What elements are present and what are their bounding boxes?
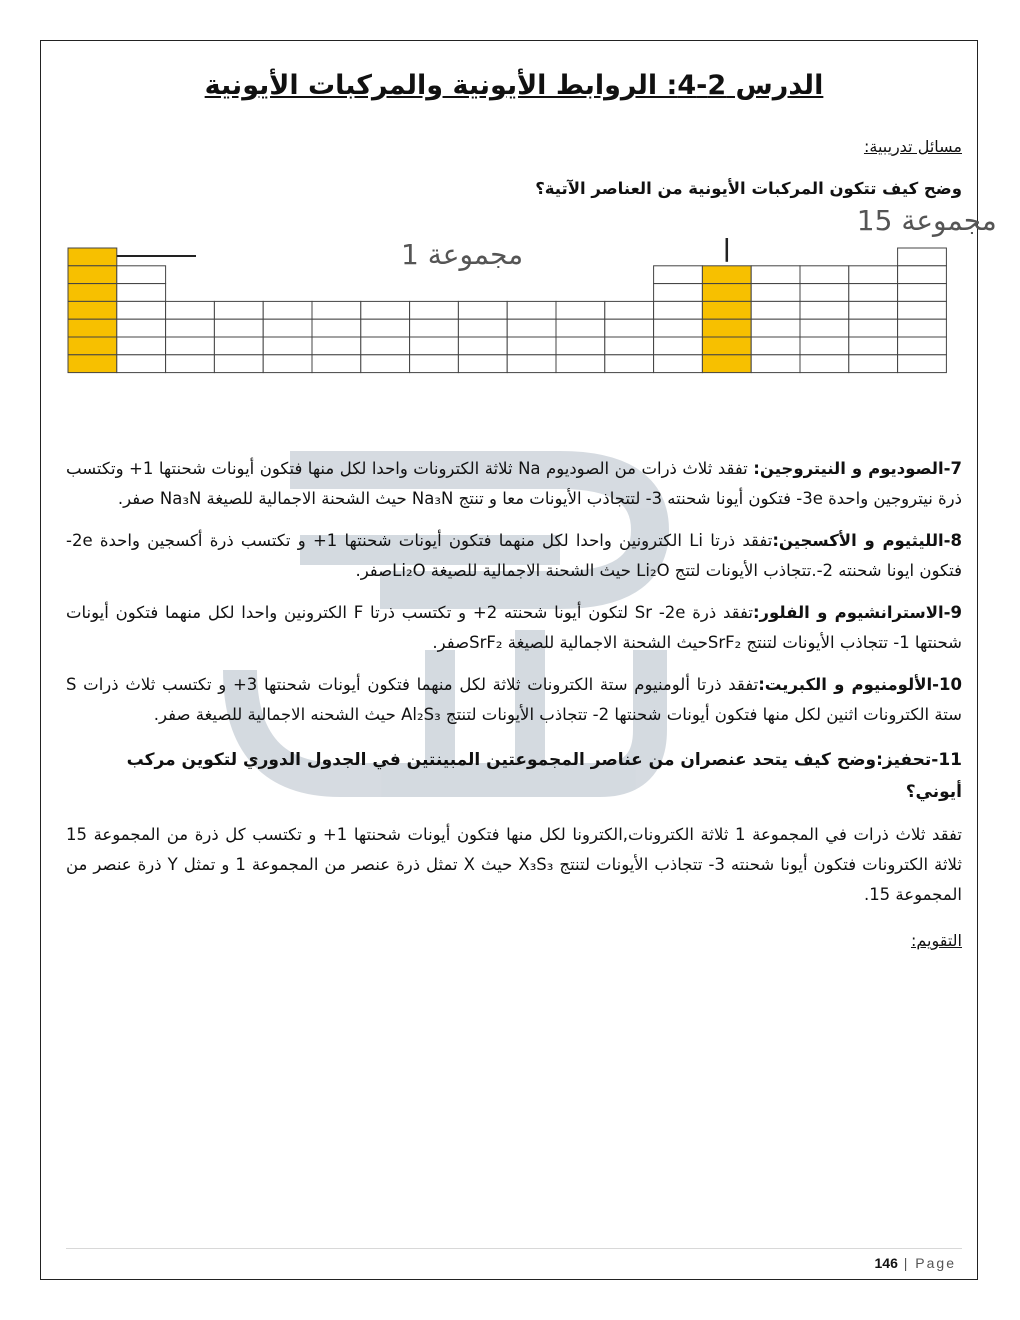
table-cell bbox=[166, 319, 215, 337]
table-cell bbox=[117, 355, 166, 373]
table-cell bbox=[263, 337, 312, 355]
table-cell bbox=[361, 301, 410, 319]
table-cell bbox=[312, 319, 361, 337]
table-cell bbox=[410, 355, 459, 373]
table-cell bbox=[556, 355, 605, 373]
group1-cell bbox=[68, 355, 117, 373]
practice-item bbox=[66, 526, 962, 586]
evaluation-label: التقويم: bbox=[911, 931, 962, 950]
table-cell bbox=[410, 301, 459, 319]
table-cell bbox=[263, 319, 312, 337]
section-label: مسائل تدريبية: bbox=[863, 137, 962, 156]
group1-label: مجموعة 1 bbox=[401, 238, 524, 271]
practice-items bbox=[66, 454, 962, 730]
practice-item bbox=[66, 670, 962, 730]
question-11: 11-تحفيز:وضح كيف يتحد عنصران من عناصر المجموعتين المبينتين في الجدول الدوري لتكوين مركب أيوني؟ bbox=[126, 750, 962, 802]
practice-item-text: تفقد ثلاث ذرات من الصوديوم Na ثلاثة الكترونات واحدا لكل منها فتكون أيونات شحنتها 1+ وتكتسب ذرة نيتروجين واحدة 3e- فتكون أيونا شحنته 3- لتتجاذب الأيونات معا و تنتج Na₃N حيث الشحنة الاجمالية للصيغة Na₃N صفر. bbox=[66, 459, 962, 508]
group15-cell bbox=[702, 355, 751, 373]
practice-item-title: 7-الصوديوم و النيتروجين: bbox=[753, 459, 962, 478]
table-cell bbox=[751, 301, 800, 319]
group15-cell bbox=[702, 284, 751, 302]
table-cell bbox=[849, 266, 898, 284]
table-cell bbox=[751, 319, 800, 337]
group15-cell bbox=[702, 319, 751, 337]
table-cell bbox=[849, 337, 898, 355]
group15-cell bbox=[702, 266, 751, 284]
table-cell bbox=[312, 337, 361, 355]
table-cell bbox=[117, 319, 166, 337]
practice-item-text: تفقد ذرتا Li الكترونين واحدا لكل منهما فتكون أيونات شحنتها 1+ و تكتسب ذرة أكسجين واحدة 2e- فتكون ايونا شحنته 2-.تتجاذب الأيونات لتتج Li₂O حيث الشحنة الاجمالية للصيغة Li₂Oصفر. bbox=[66, 531, 962, 580]
table-cell bbox=[654, 284, 703, 302]
practice-item-title: 9-الاسترانشيوم و الفلور: bbox=[752, 603, 962, 622]
table-cell bbox=[751, 284, 800, 302]
table-cell bbox=[605, 319, 654, 337]
table-cell bbox=[214, 301, 263, 319]
table-cell bbox=[751, 266, 800, 284]
periodic-table-figure bbox=[66, 204, 997, 442]
table-cell bbox=[605, 355, 654, 373]
table-cell bbox=[898, 337, 947, 355]
table-cell bbox=[800, 355, 849, 373]
table-cell bbox=[898, 301, 947, 319]
page-content bbox=[66, 54, 997, 954]
table-cell bbox=[263, 301, 312, 319]
table-cell bbox=[458, 337, 507, 355]
page-number-value: 146 bbox=[874, 1255, 898, 1271]
page-number bbox=[875, 1255, 956, 1271]
table-cell bbox=[117, 337, 166, 355]
practice-item-text: تفقد ذرتا ألومنيوم ستة الكترونات ثلاثة لكل منهما فتكون أيونات شحنتها 3+ و تكتسب ثلاث ذرات S ستة الكترونات اثنين لكل منها فتكون أيونات شحنتها 2- تتجاذب الأيونات لتنتج Al₂S₃ حيث الشحنه الاجمالية للصيغة صفر. bbox=[66, 675, 962, 724]
table-cell bbox=[507, 319, 556, 337]
table-cell bbox=[312, 301, 361, 319]
practice-item-title: 8-الليثيوم و الأكسجين: bbox=[772, 531, 963, 550]
table-cell bbox=[898, 284, 947, 302]
table-cell bbox=[361, 319, 410, 337]
group1-cell bbox=[68, 266, 117, 284]
practice-item bbox=[66, 454, 962, 514]
table-cell bbox=[117, 301, 166, 319]
practice-item bbox=[66, 598, 962, 658]
table-cell bbox=[654, 266, 703, 284]
group1-cell bbox=[68, 319, 117, 337]
table-cell bbox=[556, 301, 605, 319]
table-cell bbox=[800, 301, 849, 319]
table-cell bbox=[800, 319, 849, 337]
practice-item-text: تفقد ذرة Sr -2e لتكون أيونا شحنته 2+ و تكتسب ذرتا F الكترونين واحدا لكل منهما فتكون أيونات شحنتها 1- تتجاذب الأيونات لتنتج SrF₂حيث الشحنة الاجمالية للصيغة SrF₂صفر. bbox=[66, 603, 962, 652]
table-cell bbox=[654, 355, 703, 373]
table-cell bbox=[898, 319, 947, 337]
table-cell bbox=[654, 319, 703, 337]
periodic-table-diagram bbox=[66, 204, 997, 442]
table-cell bbox=[654, 337, 703, 355]
table-cell bbox=[556, 337, 605, 355]
group1-cell bbox=[68, 337, 117, 355]
table-cell bbox=[556, 319, 605, 337]
question-11-answer: تفقد ثلاث ذرات في المجموعة 1 ثلاثة الكترونات,الكترونا لكل منها فتكون أيونات شحنتها 1+ و تكتسب كل ذرة من المجموعة 15 ثلاثة الكترونات فتكون أيونا شحنته 3- تتجاذب الأيونات لتنتج X₃S₃ حيث X تمثل ذرة عنصر من المجموعة 1 و تمثل Y ذرة عنصر من المجموعة 15. bbox=[66, 825, 962, 904]
table-cell bbox=[654, 301, 703, 319]
table-cell bbox=[507, 301, 556, 319]
table-cell bbox=[458, 319, 507, 337]
page-separator: | bbox=[903, 1255, 910, 1271]
table-cell bbox=[800, 266, 849, 284]
table-cell bbox=[117, 266, 166, 284]
table-cell bbox=[166, 355, 215, 373]
group15-cell bbox=[702, 337, 751, 355]
table-cell bbox=[458, 355, 507, 373]
group1-cell bbox=[68, 248, 117, 266]
table-cell bbox=[507, 337, 556, 355]
table-cell bbox=[751, 337, 800, 355]
table-cell bbox=[166, 337, 215, 355]
table-cell bbox=[410, 337, 459, 355]
table-cell bbox=[312, 355, 361, 373]
table-cell bbox=[214, 319, 263, 337]
table-cell bbox=[800, 337, 849, 355]
table-cell bbox=[410, 319, 459, 337]
table-cell bbox=[751, 355, 800, 373]
group1-cell bbox=[68, 301, 117, 319]
table-cell bbox=[507, 355, 556, 373]
table-cell bbox=[458, 301, 507, 319]
table-cell bbox=[605, 301, 654, 319]
group1-cell bbox=[68, 284, 117, 302]
table-cell bbox=[214, 337, 263, 355]
table-cell bbox=[117, 284, 166, 302]
table-cell bbox=[361, 337, 410, 355]
table-cell bbox=[800, 284, 849, 302]
group15-cell bbox=[702, 301, 751, 319]
table-cell bbox=[849, 301, 898, 319]
table-cell bbox=[849, 355, 898, 373]
table-cell bbox=[849, 319, 898, 337]
table-cell bbox=[898, 248, 947, 266]
question: وضح كيف تتكون المركبات الأيونية من العناصر الآتية؟ bbox=[535, 179, 962, 198]
practice-item-title: 10-الألومنيوم و الكبريت: bbox=[758, 675, 962, 694]
table-cell bbox=[166, 301, 215, 319]
table-cell bbox=[605, 337, 654, 355]
table-cell bbox=[898, 266, 947, 284]
page-word: Page bbox=[915, 1255, 956, 1271]
group15-label: مجموعة 15 bbox=[856, 204, 997, 237]
page-footer bbox=[66, 1248, 962, 1271]
lesson-title: الدرس 2-4: الروابط الأيونية والمركبات الأيونية bbox=[204, 70, 824, 101]
table-cell bbox=[214, 355, 263, 373]
table-cell bbox=[263, 355, 312, 373]
table-cell bbox=[361, 355, 410, 373]
table-cell bbox=[849, 284, 898, 302]
table-cell bbox=[898, 355, 947, 373]
